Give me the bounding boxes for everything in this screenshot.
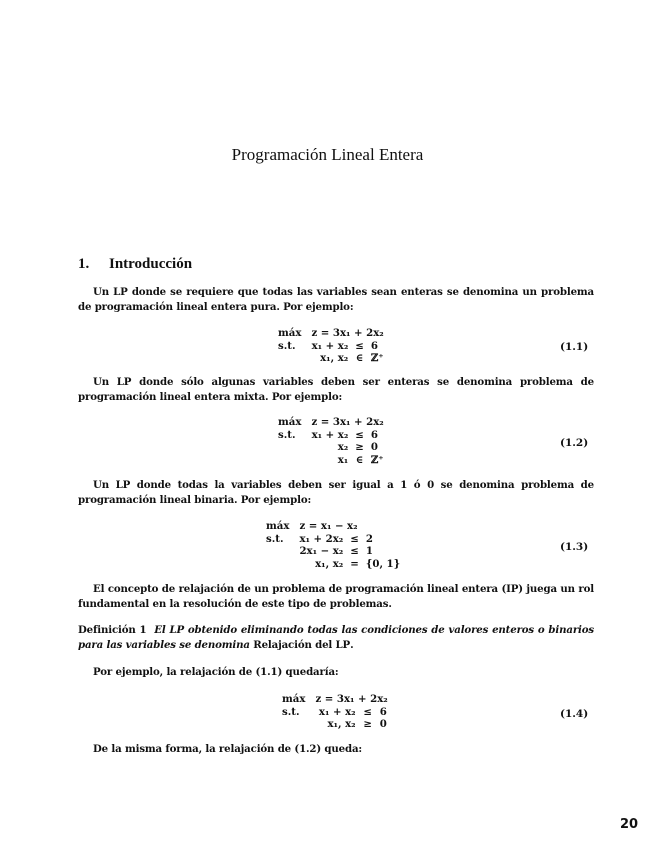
paragraph-integer-mixed: Un LP donde sólo algunas variables deben ser enteras se denomina problema de programación lineal entera mixta. Por ejemplo: bbox=[78, 376, 594, 403]
definition-1: Definición 1 El LP obtenido eliminando todas las condiciones de valores enteros o binarios para las variables se denomina Relajación del LP. bbox=[78, 624, 594, 651]
paragraph-relaxation-1-2: De la misma forma, la relajación de (1.2) queda: bbox=[93, 743, 363, 755]
keyword-relaxation: Relajación del LP bbox=[253, 639, 351, 651]
equation-1-1: máx z = 3x₁ + 2x₂ s.t. x₁ + x₂ ≤ 6 x₁, x₂ ∈ ℤ⁺ bbox=[278, 327, 384, 364]
paragraph-relaxation-concept: El concepto de relajación de un problema de programación lineal entera (IP) juega un rol fundamental en la resolución de este tipo de problemas. bbox=[78, 583, 594, 610]
definition-label: Definición 1 bbox=[78, 624, 147, 636]
equation-1-3: máx z = x₁ − x₂ s.t. x₁ + 2x₂ ≤ 2 2x₁ − x₂ ≤ 1 x₁, x₂ = {0, 1} bbox=[266, 520, 401, 570]
section-title: Introducción bbox=[109, 256, 193, 272]
paragraph-integer-pure: Un LP donde se requiere que todas las variables sean enteras se denomina un problema de programación lineal entera pura. Por ejemplo: bbox=[78, 286, 594, 313]
definition-body: El LP obtenido eliminando todas las condiciones de valores enteros o binarios para las variables se denomina bbox=[78, 624, 594, 651]
equation-label-1-1: (1.1) bbox=[560, 341, 589, 353]
equation-1-4: máx z = 3x₁ + 2x₂ s.t. x₁ + x₂ ≤ 6 x₁, x₂ ≥ 0 bbox=[282, 693, 388, 730]
equation-label-1-4: (1.4) bbox=[560, 708, 589, 720]
equation-label-1-3: (1.3) bbox=[560, 541, 589, 553]
section-number: 1. bbox=[78, 256, 90, 272]
keyword-binary: problema de programación lineal binaria bbox=[78, 479, 594, 506]
equation-label-1-2: (1.2) bbox=[560, 437, 589, 449]
keyword-pure: problema de programación lineal entera pura bbox=[78, 286, 594, 313]
section-heading bbox=[78, 256, 192, 273]
equation-1-2: máx z = 3x₁ + 2x₂ s.t. x₁ + x₂ ≤ 6 x₂ ≥ 0 x₁ ∈ ℤ⁺ bbox=[278, 416, 384, 466]
page-number: 20 bbox=[620, 817, 639, 832]
keyword-mixed: problema de programación lineal entera mixta bbox=[78, 376, 594, 403]
paragraph-binary: Un LP donde todas la variables deben ser igual a 1 ó 0 se denomina problema de programación lineal binaria. Por ejemplo: bbox=[78, 479, 594, 506]
paragraph-example-relaxation: Por ejemplo, la relajación de (1.1) quedaría: bbox=[93, 666, 339, 678]
chapter-title: Programación Lineal Entera bbox=[231, 145, 424, 164]
